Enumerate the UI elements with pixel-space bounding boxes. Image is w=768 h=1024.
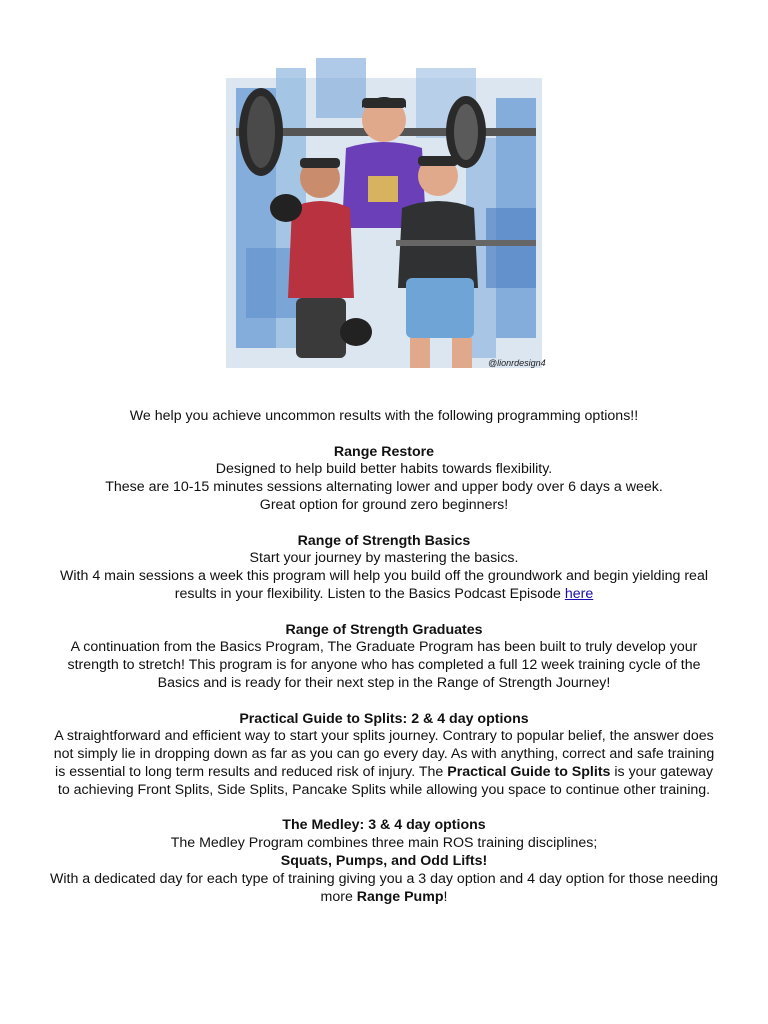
section-line: A continuation from the Basics Program, The Graduate Program has been built to truly develop your	[70, 639, 698, 656]
section-title-basics: Range of Strength Basics	[297, 532, 471, 549]
section-line: The Medley Program combines three main ROS training disciplines;	[170, 835, 598, 852]
podcast-text: results in your flexibility. Listen to the Basics Podcast Episode	[174, 585, 565, 602]
section-title-graduates: Range of Strength Graduates	[285, 621, 483, 638]
section-title-splits: Practical Guide to Splits: 2 & 4 day options	[239, 710, 529, 727]
bold-span: Range Pump	[356, 888, 444, 905]
podcast-here-link[interactable]: here	[564, 585, 594, 602]
section-line: A straightforward and efficient way to start your splits journey. Contrary to popular belief, the answer does	[54, 728, 714, 745]
text-span: is your gateway	[610, 763, 713, 780]
section-line: not simply lie in dropping down as far as you can go every day. As with anything, correct and safe training	[53, 746, 715, 763]
section-line: to achieving Front Splits, Side Splits, Pancake Splits while allowing you space to continue other training.	[57, 781, 711, 798]
section-line: Designed to help build better habits towards flexibility.	[215, 461, 553, 478]
section-line: Start your journey by mastering the basics.	[249, 550, 519, 567]
hero-illustration	[216, 48, 552, 376]
section-line-mixed	[40, 889, 728, 907]
section-bold-line: Squats, Pumps, and Odd Lifts!	[280, 852, 488, 869]
text-span: more	[320, 888, 357, 905]
document-body	[40, 408, 728, 906]
section-line: With a dedicated day for each type of training giving you a 3 day option and 4 day option for those needing	[49, 870, 719, 887]
section-title-range-restore: Range Restore	[333, 443, 435, 460]
section-line: These are 10-15 minutes sessions alternating lower and upper body over 6 days a week.	[105, 479, 663, 496]
intro-text: We help you achieve uncommon results with the following programming options!!	[129, 408, 639, 424]
text-span: is essential to long term results and reduced risk of injury. The	[55, 763, 448, 780]
text-span: !	[443, 888, 448, 905]
section-line: Great option for ground zero beginners!	[259, 496, 509, 513]
section-line: With 4 main sessions a week this program will help you build off the groundwork and begin yielding real	[60, 568, 708, 585]
section-line: Basics and is ready for their next step in the Range of Strength Journey!	[157, 674, 611, 691]
section-line-mixed	[40, 764, 728, 782]
bold-span: Practical Guide to Splits	[447, 763, 611, 780]
section-line-with-link	[40, 586, 728, 604]
section-title-medley: The Medley: 3 & 4 day options	[282, 817, 486, 834]
artist-signature: @lionrdesign4	[488, 358, 546, 368]
section-line: strength to stretch! This program is for anyone who has completed a full 12 week training cycle of the	[67, 657, 701, 674]
